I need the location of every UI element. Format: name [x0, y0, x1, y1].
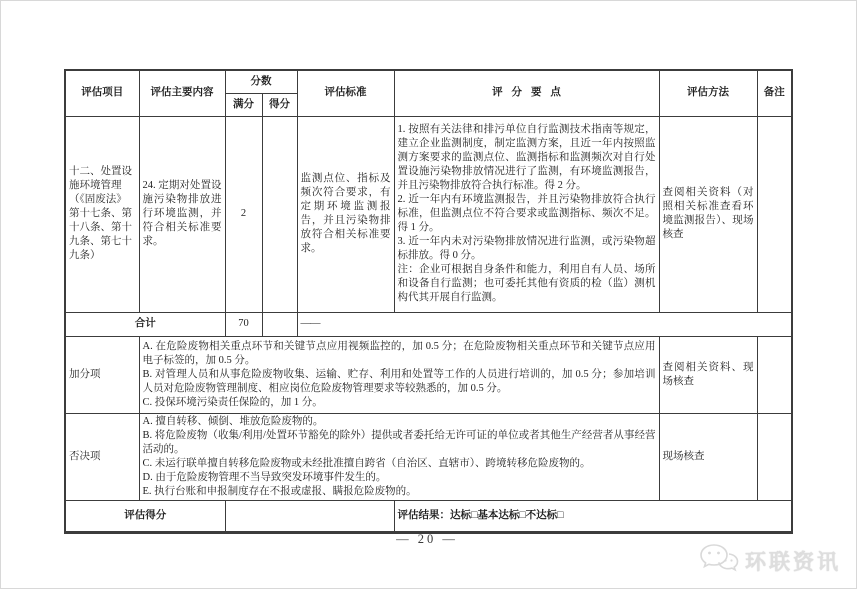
header-col-content: 评估主要内容: [139, 70, 225, 116]
scoring-point-2: 2. 近一年内有环境监测报告，并且污染物排放符合执行标准，但监测点位不符合要求或监测指标、频次不足。得 1 分。: [397, 194, 656, 233]
total-label: 合计: [65, 312, 225, 336]
header-col-standard: 评估标准: [297, 70, 394, 116]
bonus-note: [757, 336, 792, 413]
total-full-score: 70: [225, 312, 262, 336]
total-got-score: [262, 312, 297, 336]
bonus-method: 查阅相关资料、现场核查: [659, 336, 757, 413]
bonus-label: 加分项: [65, 336, 139, 413]
wechat-logo-icon: [699, 542, 739, 579]
scoring-point-3: 3. 近一年内未对污染物排放情况进行监测，或污染物超标排放。得 0 分。: [397, 236, 656, 261]
cell-full-score: 2: [225, 116, 262, 312]
header-col-got-score: 得分: [262, 93, 297, 116]
final-score-label: 评估得分: [65, 500, 225, 532]
header-col-note: 备注: [757, 70, 792, 116]
table-row-veto: [65, 413, 792, 500]
bonus-item-b: B. 对管理人员和从事危险废物收集、运输、贮存、利用和处置等工作的人员进行培训的，加 0.5 分；参加培训人员对危险废物管理制度、相应岗位危险废物管理要求等较熟悉的，加 0.5 分。: [142, 368, 656, 394]
table-row-item-24: [65, 116, 792, 312]
cell-method: 查阅相关资料（对照相关标准查看环境监测报告）、现场核查: [659, 116, 757, 312]
total-dash: ——: [297, 312, 792, 336]
table-row-bonus: [65, 336, 792, 413]
cell-main-content: 24. 定期对处置设施污染物排放进行环境监测，并符合相关标准要求。: [139, 116, 225, 312]
veto-method: 现场核查: [659, 413, 757, 500]
veto-item-d: D. 由于危险废物管理不当导致突发环境事件发生的。: [142, 471, 387, 483]
bonus-item-a: A. 在危险废物相关重点环节和关键节点应用视频监控的，加 0.5 分；在危险废物相关重点环节和关键节点应用电子标签的，加 0.5 分。: [142, 340, 656, 366]
veto-note: [757, 413, 792, 500]
veto-label: 否决项: [65, 413, 139, 500]
final-score-value: [225, 500, 394, 532]
watermark: [699, 542, 841, 579]
bonus-item-c: C. 投保环境污染责任保险的，加 1 分。: [142, 396, 323, 408]
header-col-project: 评估项目: [65, 70, 139, 116]
veto-item-a: A. 擅自转移、倾倒、堆放危险废物的。: [142, 415, 324, 427]
evaluation-result: 评估结果：达标□基本达标□不达标□: [394, 500, 792, 532]
cell-got-score: [262, 116, 297, 312]
cell-note: [757, 116, 792, 312]
cell-standard: 监测点位、指标及频次符合要求，有定期环境监测报告，并且污染物排放符合相关标准要求。: [297, 116, 394, 312]
header-col-score-group: 分数: [225, 70, 297, 93]
table-row-total: [65, 312, 792, 336]
scoring-point-1: 1. 按照有关法律和排污单位自行监测技术指南等规定，建立企业监测制度，制定监测方案，且近一年内按照监测方案要求的监测点位、监测指标和监测频次对自行处置设施污染物排放情况进行了监测，有环境监测报告，并且污染物排放符合执行标准。得 2 分。: [397, 124, 656, 191]
page-number: — 20 —: [396, 532, 458, 546]
watermark-text: 环联资讯: [745, 549, 841, 574]
cell-scoring-points: [394, 116, 659, 312]
veto-item-c: C. 未运行联单擅自转移危险废物或未经批准擅自跨省（自治区、直辖市）、跨境转移危险废物的。: [142, 457, 591, 469]
table-row-final-score: [65, 500, 792, 532]
header-col-method: 评估方法: [659, 70, 757, 116]
header-col-points: 评分要点: [394, 70, 659, 116]
veto-item-b: B. 将危险废物（收集/利用/处置环节豁免的除外）提供或者委托给无许可证的单位或者其他生产经营者从事经营活动的。: [142, 429, 656, 455]
header-col-full-score: 满分: [225, 93, 262, 116]
veto-item-e: E. 执行台账和申报制度存在不报或虚报、瞒报危险废物的。: [142, 485, 417, 497]
bonus-items-cell: [139, 336, 659, 413]
evaluation-table: [64, 69, 793, 534]
scoring-point-note: 注：企业可根据自身条件和能力，利用自有人员、场所和设备自行监测；也可委托其他有资质的检（监）测机构代其开展自行监测。: [397, 264, 656, 303]
veto-items-cell: [139, 413, 659, 500]
cell-project: 十二、处置设施环境管理（《固废法》第十七条、第十八条、第十九条、第七十九条）: [65, 116, 139, 312]
